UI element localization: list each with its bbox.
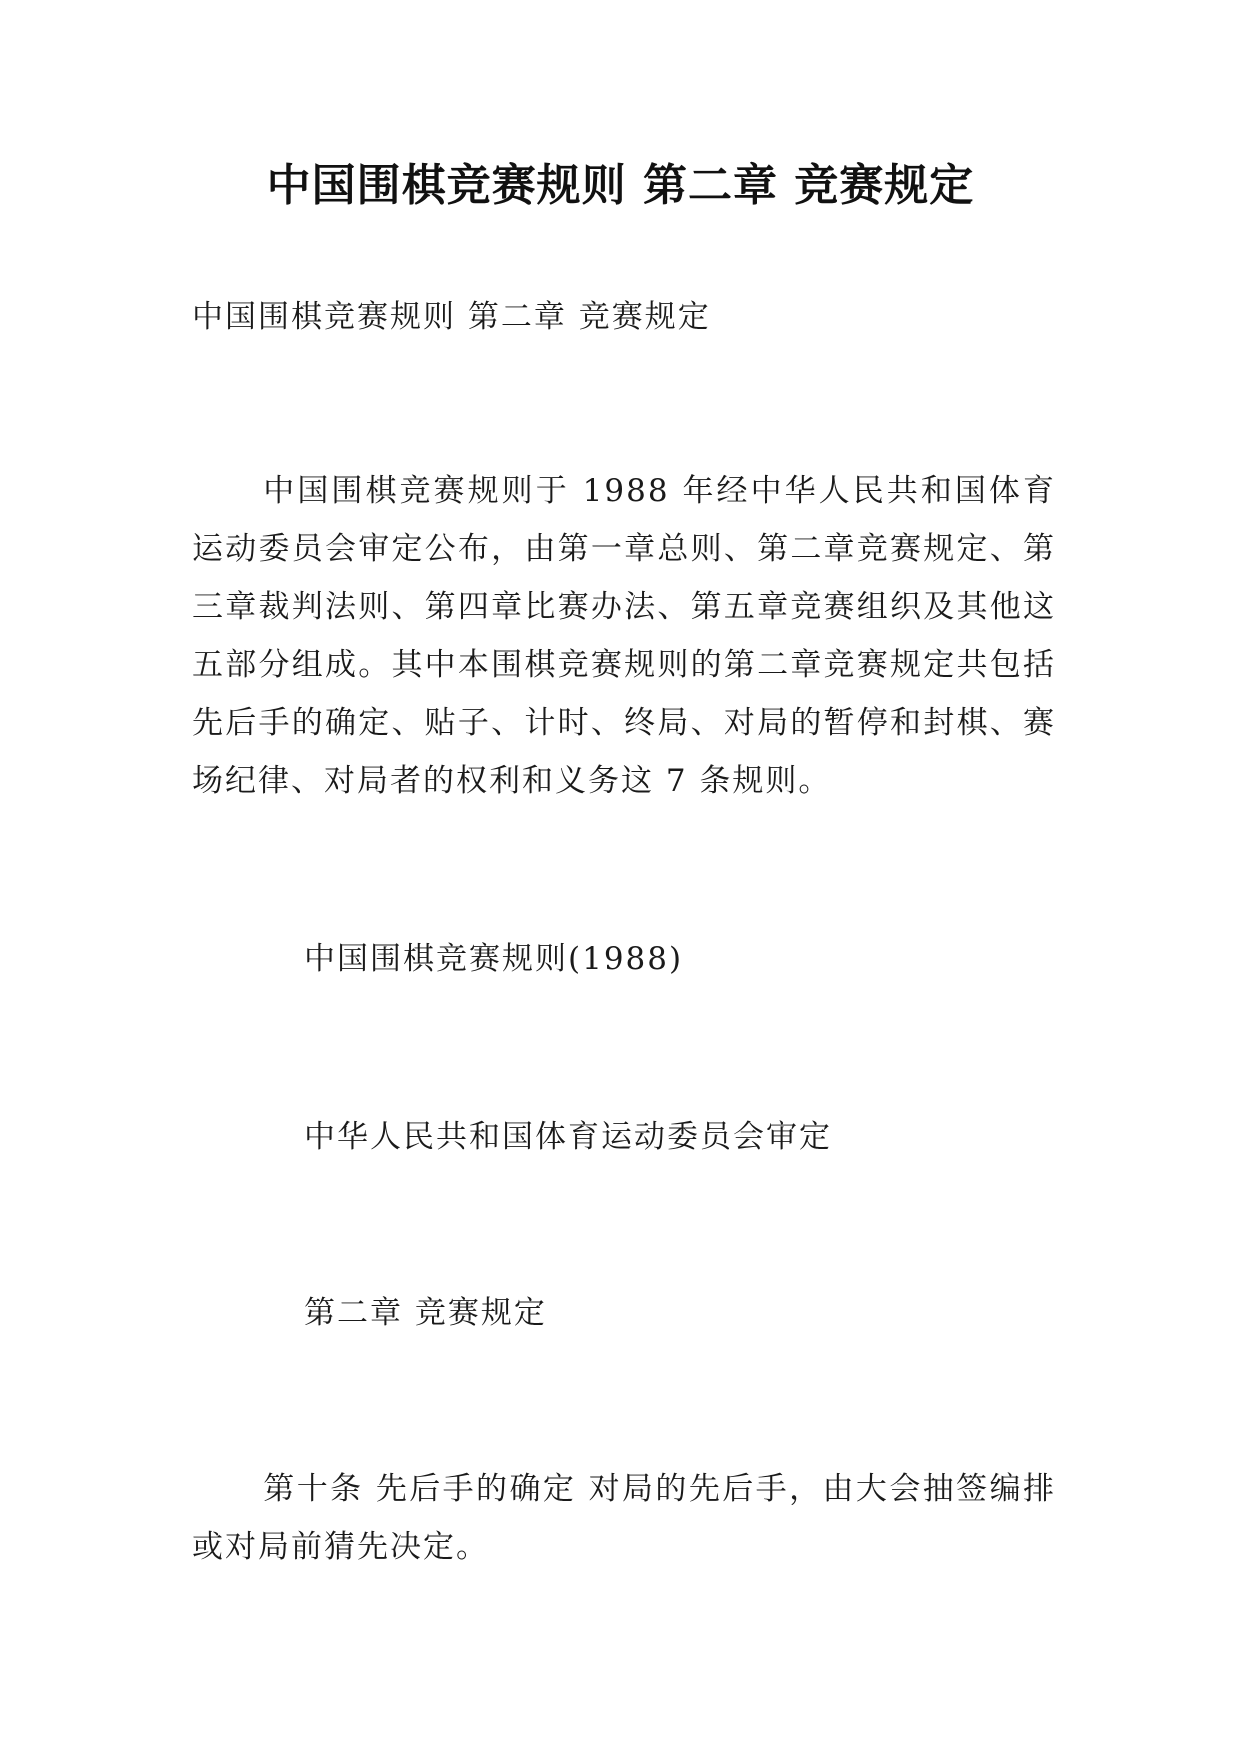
rules-heading: 中国围棋竞赛规则(1988) [304, 941, 684, 977]
intro-paragraph: 中国围棋竞赛规则于 1988 年经中华人民共和国体育运动委员会审定公布，由第一章总则、第二章竞赛规定、第三章裁判法则、第四章比赛办法、第五章竞赛组织及其他这五部分组成。其中本围棋竞赛规则的第二章竞赛规定共包括先后手的确定、贴子、计时、终局、对局的暂停和封棋、赛场纪律、对局者的权利和义务这 7 条规则。 [192, 473, 1056, 799]
document-subtitle: 中国围棋竞赛规则 第二章 竞赛规定 [192, 299, 711, 335]
document-title: 中国围棋竞赛规则 第二章 竞赛规定 [266, 160, 975, 211]
approval-line: 中华人民共和国体育运动委员会审定 [304, 1119, 832, 1155]
chapter-heading: 第二章 竞赛规定 [304, 1295, 547, 1331]
article-10-paragraph: 第十条 先后手的确定 对局的先后手，由大会抽签编排或对局前猜先决定。 [192, 1471, 1056, 1565]
